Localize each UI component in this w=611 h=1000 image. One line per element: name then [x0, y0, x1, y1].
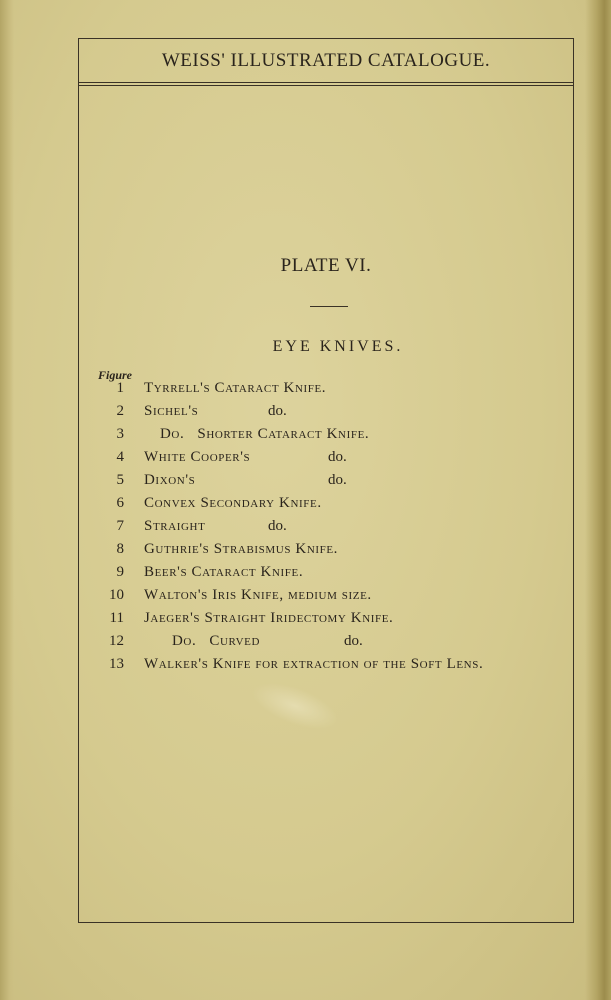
item-ditto: do. — [328, 449, 347, 465]
figure-column-label: Figure — [98, 368, 133, 382]
plate-title: PLATE VI. — [280, 255, 372, 276]
item-name: Beer's Cataract Knife. — [144, 564, 304, 580]
item-name: Dixon's — [144, 472, 196, 488]
item-number: 7 — [116, 518, 124, 534]
item-name: Do. Shorter Cataract Knife. — [160, 426, 370, 442]
item-ditto: do. — [268, 403, 287, 419]
page-edge-shadow — [585, 0, 611, 1000]
item-name: Convex Secondary Knife. — [144, 495, 322, 511]
item-number: 3 — [116, 426, 124, 442]
running-head: WEISS' ILLUSTRATED CATALOGUE. — [161, 50, 491, 71]
item-name: Walton's Iris Knife, medium size. — [144, 587, 372, 603]
item-number: 1 — [116, 380, 124, 396]
item-number: 6 — [116, 495, 124, 511]
item-number: 5 — [116, 472, 124, 488]
header-rule-inner — [78, 85, 574, 86]
item-ditto: do. — [268, 518, 287, 534]
item-number: 9 — [116, 564, 124, 580]
item-number: 10 — [109, 587, 124, 603]
item-number: 12 — [109, 633, 124, 649]
item-name: Do. Curved — [172, 633, 260, 649]
item-name: Straight — [144, 518, 206, 534]
item-number: 8 — [116, 541, 124, 557]
item-number: 13 — [109, 656, 124, 672]
item-ditto: do. — [344, 633, 363, 649]
item-number: 4 — [116, 449, 124, 465]
item-name: Guthrie's Strabismus Knife. — [144, 541, 339, 557]
item-name: White Cooper's — [144, 449, 251, 465]
header-rule — [78, 82, 574, 83]
title-divider — [310, 306, 348, 307]
item-name: Tyrrell's Cataract Knife. — [144, 380, 327, 396]
item-number: 11 — [109, 610, 124, 626]
item-name: Jaeger's Straight Iridectomy Knife. — [144, 610, 394, 626]
item-ditto: do. — [328, 472, 347, 488]
item-number: 2 — [116, 403, 124, 419]
section-title: EYE KNIVES. — [272, 338, 404, 355]
page-spine-shadow — [0, 0, 14, 1000]
item-name: Sichel's — [144, 403, 199, 419]
item-name: Walker's Knife for extraction of the Soft Lens. — [144, 656, 484, 672]
